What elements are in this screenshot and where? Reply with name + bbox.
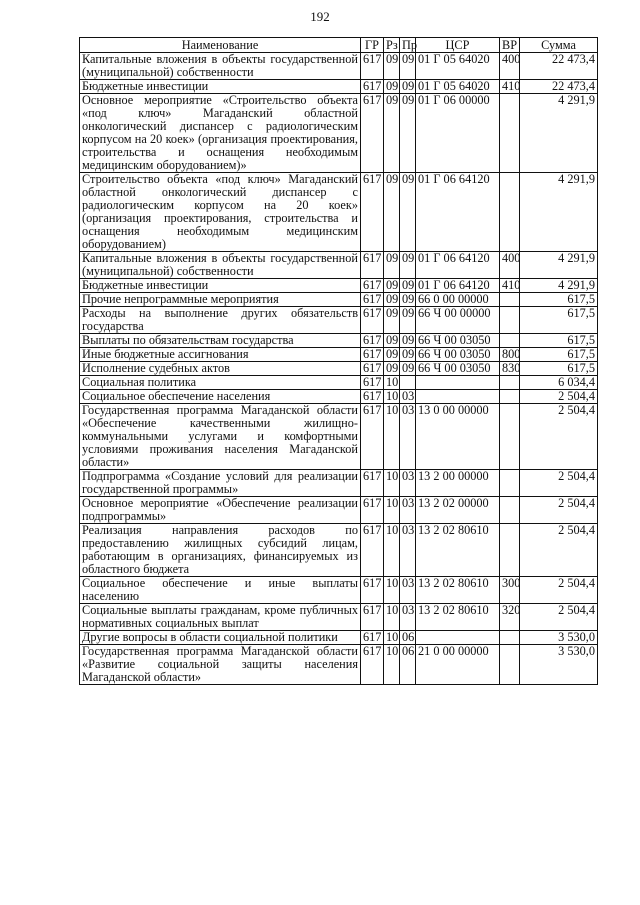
cell-sum: 4 291,9 [520, 173, 598, 252]
cell-sum: 2 504,4 [520, 497, 598, 524]
cell-pr: 06 [400, 645, 416, 685]
cell-csr: 66 Ч 00 03050 [416, 348, 500, 362]
cell-sum: 4 291,9 [520, 279, 598, 293]
cell-name: Исполнение судебных актов [80, 362, 361, 376]
cell-csr: 01 Г 05 64020 [416, 53, 500, 80]
cell-name: Иные бюджетные ассигнования [80, 348, 361, 362]
table-row [80, 80, 598, 94]
cell-gr: 617 [361, 348, 384, 362]
cell-csr: 01 Г 05 64020 [416, 80, 500, 94]
table-row [80, 497, 598, 524]
header-name: Наименование [80, 38, 361, 53]
cell-name: Основное мероприятие «Строительство объекта «под ключ» Магаданский областной онкологический диспансер с радиологическим корпусом на 20 коек» (организация проектирования, строительства и оснащения необходимым медицинским оборудованием)» [80, 94, 361, 173]
cell-sum: 617,5 [520, 307, 598, 334]
cell-rz: 10 [384, 577, 400, 604]
cell-rz: 09 [384, 307, 400, 334]
budget-table [79, 37, 598, 685]
cell-name: Реализация направления расходов по предоставлению жилищных субсидий лицам, работающим в организациях, финансируемых из областного бюджета [80, 524, 361, 577]
table-row [80, 348, 598, 362]
cell-csr: 13 2 02 00000 [416, 497, 500, 524]
cell-gr: 617 [361, 293, 384, 307]
cell-rz: 10 [384, 390, 400, 404]
table-row [80, 252, 598, 279]
cell-name: Основное мероприятие «Обеспечение реализации подпрограммы» [80, 497, 361, 524]
cell-csr: 01 Г 06 64120 [416, 279, 500, 293]
header-sum: Сумма [520, 38, 598, 53]
cell-csr: 21 0 00 00000 [416, 645, 500, 685]
cell-pr: 09 [400, 334, 416, 348]
cell-rz: 09 [384, 348, 400, 362]
cell-vr [500, 645, 520, 685]
cell-gr: 617 [361, 94, 384, 173]
cell-gr: 617 [361, 404, 384, 470]
cell-gr: 617 [361, 252, 384, 279]
cell-csr: 66 Ч 00 03050 [416, 362, 500, 376]
cell-pr: 03 [400, 524, 416, 577]
cell-name: Государственная программа Магаданской области «Обеспечение качественными жилищно-коммунальными услугами и комфортными условиями проживания населения Магаданской области» [80, 404, 361, 470]
cell-pr: 09 [400, 94, 416, 173]
table-row [80, 577, 598, 604]
cell-vr: 300 [500, 577, 520, 604]
cell-vr [500, 94, 520, 173]
table-row [80, 307, 598, 334]
cell-gr: 617 [361, 645, 384, 685]
table-row [80, 631, 598, 645]
cell-csr: 13 2 00 00000 [416, 470, 500, 497]
cell-csr [416, 390, 500, 404]
cell-csr: 66 Ч 00 00000 [416, 307, 500, 334]
cell-rz: 09 [384, 94, 400, 173]
cell-gr: 617 [361, 80, 384, 94]
cell-csr: 01 Г 06 64120 [416, 173, 500, 252]
cell-vr: 410 [500, 80, 520, 94]
cell-sum: 617,5 [520, 293, 598, 307]
header-csr: ЦСР [416, 38, 500, 53]
cell-name: Капитальные вложения в объекты государственной (муниципальной) собственности [80, 53, 361, 80]
cell-csr: 13 2 02 80610 [416, 604, 500, 631]
cell-vr [500, 470, 520, 497]
cell-sum: 4 291,9 [520, 252, 598, 279]
cell-rz: 09 [384, 334, 400, 348]
header-vr: ВР [500, 38, 520, 53]
cell-rz: 09 [384, 279, 400, 293]
cell-name: Государственная программа Магаданской области «Развитие социальной защиты населения Магаданской области» [80, 645, 361, 685]
cell-pr: 09 [400, 80, 416, 94]
cell-vr: 400 [500, 53, 520, 80]
cell-pr: 09 [400, 173, 416, 252]
cell-name: Капитальные вложения в объекты государственной (муниципальной) собственности [80, 252, 361, 279]
cell-sum: 617,5 [520, 334, 598, 348]
cell-pr: 03 [400, 470, 416, 497]
table-row [80, 390, 598, 404]
cell-vr: 400 [500, 252, 520, 279]
cell-sum: 617,5 [520, 362, 598, 376]
cell-sum: 2 504,4 [520, 577, 598, 604]
cell-csr: 13 0 00 00000 [416, 404, 500, 470]
table-row [80, 293, 598, 307]
cell-gr: 617 [361, 334, 384, 348]
cell-pr: 09 [400, 252, 416, 279]
cell-name: Прочие непрограммные мероприятия [80, 293, 361, 307]
cell-pr: 09 [400, 362, 416, 376]
cell-rz: 09 [384, 173, 400, 252]
cell-pr: 06 [400, 631, 416, 645]
header-rz: Рз [384, 38, 400, 53]
table-row [80, 524, 598, 577]
cell-sum: 22 473,4 [520, 53, 598, 80]
cell-vr [500, 334, 520, 348]
cell-pr: 03 [400, 577, 416, 604]
cell-gr: 617 [361, 376, 384, 390]
table-row [80, 279, 598, 293]
cell-gr: 617 [361, 524, 384, 577]
cell-vr [500, 293, 520, 307]
cell-gr: 617 [361, 497, 384, 524]
cell-pr [400, 376, 416, 390]
cell-csr [416, 631, 500, 645]
cell-rz: 09 [384, 293, 400, 307]
cell-sum: 3 530,0 [520, 645, 598, 685]
cell-name: Бюджетные инвестиции [80, 279, 361, 293]
cell-rz: 10 [384, 524, 400, 577]
cell-sum: 2 504,4 [520, 604, 598, 631]
cell-pr: 03 [400, 404, 416, 470]
cell-vr [500, 173, 520, 252]
table-row [80, 645, 598, 685]
cell-name: Социальное обеспечение населения [80, 390, 361, 404]
table-row [80, 53, 598, 80]
cell-vr [500, 307, 520, 334]
cell-gr: 617 [361, 279, 384, 293]
cell-rz: 09 [384, 362, 400, 376]
cell-csr: 66 Ч 00 03050 [416, 334, 500, 348]
cell-vr: 410 [500, 279, 520, 293]
cell-rz: 10 [384, 404, 400, 470]
cell-rz: 09 [384, 53, 400, 80]
cell-rz: 10 [384, 631, 400, 645]
cell-sum: 2 504,4 [520, 390, 598, 404]
cell-csr: 01 Г 06 00000 [416, 94, 500, 173]
cell-sum: 6 034,4 [520, 376, 598, 390]
header-gr: ГР [361, 38, 384, 53]
cell-vr [500, 376, 520, 390]
cell-pr: 09 [400, 307, 416, 334]
cell-gr: 617 [361, 577, 384, 604]
cell-rz: 10 [384, 497, 400, 524]
cell-name: Другие вопросы в области социальной политики [80, 631, 361, 645]
cell-sum: 3 530,0 [520, 631, 598, 645]
cell-name: Подпрограмма «Создание условий для реализации государственной программы» [80, 470, 361, 497]
table-row [80, 376, 598, 390]
cell-sum: 4 291,9 [520, 94, 598, 173]
cell-sum: 2 504,4 [520, 524, 598, 577]
cell-pr: 03 [400, 390, 416, 404]
cell-csr: 13 2 02 80610 [416, 524, 500, 577]
table-row [80, 404, 598, 470]
cell-sum: 22 473,4 [520, 80, 598, 94]
cell-vr: 830 [500, 362, 520, 376]
cell-gr: 617 [361, 307, 384, 334]
cell-pr: 09 [400, 293, 416, 307]
cell-pr: 03 [400, 604, 416, 631]
cell-gr: 617 [361, 53, 384, 80]
cell-rz: 09 [384, 80, 400, 94]
cell-name: Бюджетные инвестиции [80, 80, 361, 94]
header-pr: Пр [400, 38, 416, 53]
cell-csr: 01 Г 06 64120 [416, 252, 500, 279]
table-row [80, 470, 598, 497]
cell-rz: 10 [384, 376, 400, 390]
cell-vr [500, 631, 520, 645]
cell-gr: 617 [361, 390, 384, 404]
cell-name: Социальная политика [80, 376, 361, 390]
cell-gr: 617 [361, 470, 384, 497]
cell-pr: 09 [400, 53, 416, 80]
cell-vr: 800 [500, 348, 520, 362]
cell-pr: 03 [400, 497, 416, 524]
cell-name: Расходы на выполнение других обязательств государства [80, 307, 361, 334]
cell-vr [500, 404, 520, 470]
cell-sum: 2 504,4 [520, 470, 598, 497]
cell-name: Строительство объекта «под ключ» Магаданский областной онкологический диспансер с радиологическим корпусом на 20 коек» (организация проектирования, строительства и оснащения необходимым медицинским оборудованием) [80, 173, 361, 252]
cell-csr: 66 0 00 00000 [416, 293, 500, 307]
cell-pr: 09 [400, 279, 416, 293]
cell-gr: 617 [361, 362, 384, 376]
page-number: 192 [310, 9, 330, 24]
cell-rz: 10 [384, 470, 400, 497]
cell-name: Социальное обеспечение и иные выплаты населению [80, 577, 361, 604]
cell-sum: 2 504,4 [520, 404, 598, 470]
table-row [80, 334, 598, 348]
cell-vr [500, 524, 520, 577]
table-row [80, 362, 598, 376]
cell-rz: 09 [384, 252, 400, 279]
cell-gr: 617 [361, 604, 384, 631]
cell-csr [416, 376, 500, 390]
table-row [80, 604, 598, 631]
cell-name: Выплаты по обязательствам государства [80, 334, 361, 348]
cell-rz: 10 [384, 645, 400, 685]
cell-sum: 617,5 [520, 348, 598, 362]
table-row [80, 94, 598, 173]
table-header-row [80, 38, 598, 53]
cell-csr: 13 2 02 80610 [416, 577, 500, 604]
cell-name: Социальные выплаты гражданам, кроме публичных нормативных социальных выплат [80, 604, 361, 631]
cell-vr [500, 497, 520, 524]
cell-vr: 320 [500, 604, 520, 631]
cell-rz: 10 [384, 604, 400, 631]
cell-vr [500, 390, 520, 404]
cell-gr: 617 [361, 631, 384, 645]
cell-gr: 617 [361, 173, 384, 252]
table-row [80, 173, 598, 252]
cell-pr: 09 [400, 348, 416, 362]
